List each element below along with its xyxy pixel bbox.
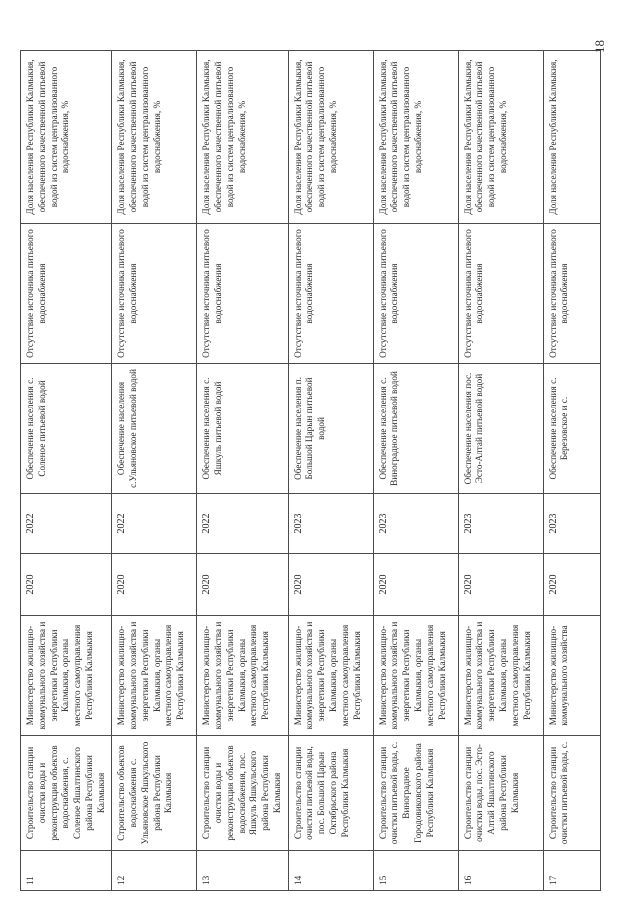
table-row: [458, 51, 543, 891]
target-indicator: Доля населения Республики Калмыкия, обеспеченного качественной питьевой водой из систем централизованного водоснабжения, %: [21, 51, 112, 224]
responsible-executor: Министерство жилищно-коммунального хозяйства и энергетики Республики Калмыкия, органы местного самоуправления Республики Калмыкия: [288, 616, 373, 736]
row-number: 15: [373, 851, 458, 891]
expected-result: Обеспечение населения с. Яшкуль питьевой водой: [197, 364, 288, 494]
risk-consequence: Отсутствие источника питьевого водоснабжения: [543, 224, 600, 364]
measure-name: Строительство станции очистки воды, пос. Эсто-Алтай Яшалтинского района Республики Калмыкия: [458, 736, 543, 851]
end-year: 2023: [458, 494, 543, 554]
end-year: 2023: [288, 494, 373, 554]
target-indicator: Доля населения Республики Калмыкия, обеспеченного качественной питьевой водой из систем централизованного водоснабжения, %: [197, 51, 288, 224]
measure-name: Строительство объектов водоснабжения с. Ульяновское Яшкульского района Республики Калмыкия: [112, 736, 197, 851]
end-year: 2023: [373, 494, 458, 554]
risk-consequence: Отсутствие источника питьевого водоснабжения: [21, 224, 112, 364]
risk-consequence: Отсутствие источника питьевого водоснабжения: [197, 224, 288, 364]
table-row: [543, 51, 600, 891]
start-year: 2020: [288, 554, 373, 616]
target-indicator: Доля населения Республики Калмыкия, обеспеченного качественной питьевой водой из систем централизованного водоснабжения, %: [458, 51, 543, 224]
start-year: 2020: [458, 554, 543, 616]
risk-consequence: Отсутствие источника питьевого водоснабжения: [288, 224, 373, 364]
end-year: 2022: [21, 494, 112, 554]
table-row: [112, 51, 197, 891]
measure-name: Строительство станции очистки питьевой воды, с. Виноградное Городовиковского района Республики Калмыкия: [373, 736, 458, 851]
row-number: 12: [112, 851, 197, 891]
row-number: 13: [197, 851, 288, 891]
expected-result: Обеспечение населения пос. Эсто-Алтай питьевой водой: [458, 364, 543, 494]
end-year: 2022: [197, 494, 288, 554]
responsible-executor: Министерство жилищно-коммунального хозяйства и энергетики Республики Калмыкия, органы местного самоуправления Республики Калмыкия: [21, 616, 112, 736]
row-number: 16: [458, 851, 543, 891]
target-indicator: Доля населения Республики Калмыкия, обеспеченного качественной питьевой водой из систем централизованного водоснабжения, %: [112, 51, 197, 224]
program-measures-table: [20, 50, 601, 891]
page-number: 18: [592, 40, 607, 53]
end-year: 2023: [543, 494, 600, 554]
risk-consequence: Отсутствие источника питьевого водоснабжения: [373, 224, 458, 364]
risk-consequence: Отсутствие источника питьевого водоснабжения: [112, 224, 197, 364]
measure-name: Строительство станции очистки воды и реконструкция объектов водоснабжения, пос. Яшкуль Яшкульского района Республики Калмыкия: [197, 736, 288, 851]
table-row: [288, 51, 373, 891]
responsible-executor: Министерство жилищно-коммунального хозяйства и энергетики Республики Калмыкия, органы местного самоуправления Республики Калмыкия: [197, 616, 288, 736]
responsible-executor: Министерство жилищно-коммунального хозяйства и энергетики Республики Калмыкия, органы местного самоуправления Республики Калмыкия: [112, 616, 197, 736]
table-row: [197, 51, 288, 891]
expected-result: Обеспечение населения с. Березовское и с.: [543, 364, 600, 494]
start-year: 2020: [112, 554, 197, 616]
expected-result: Обеспечение населения с. Виноградное питьевой водой: [373, 364, 458, 494]
expected-result: Обеспечение населения с. Соленое питьевой водой: [21, 364, 112, 494]
target-indicator: Доля населения Республики Калмыкия,: [543, 51, 600, 224]
risk-consequence: Отсутствие источника питьевого водоснабжения: [458, 224, 543, 364]
responsible-executor: Министерство жилищно-коммунального хозяйства и энергетики Республики Калмыкия, органы местного самоуправления Республики Калмыкия: [373, 616, 458, 736]
start-year: 2020: [373, 554, 458, 616]
start-year: 2020: [197, 554, 288, 616]
table-row: [21, 51, 112, 891]
row-number: 11: [21, 851, 112, 891]
target-indicator: Доля населения Республики Калмыкия, обеспеченного качественной питьевой водой из систем централизованного водоснабжения, %: [373, 51, 458, 224]
start-year: 2020: [543, 554, 600, 616]
start-year: 2020: [21, 554, 112, 616]
measure-name: Строительство станции очистки воды и реконструкция объектов водоснабжения, с. Соленое Яшалтинского района Республики Калмыкия: [21, 736, 112, 851]
measure-name: Строительство станции очистки питьевой воды, пос. Большой Царын Октябрьского района Республики Калмыкия: [288, 736, 373, 851]
responsible-executor: Министерство жилищно-коммунального хозяйства: [543, 616, 600, 736]
row-number: 14: [288, 851, 373, 891]
target-indicator: Доля населения Республики Калмыкия, обеспеченного качественной питьевой водой из систем централизованного водоснабжения, %: [288, 51, 373, 224]
table-row: [373, 51, 458, 891]
expected-result: Обеспечение населения с.Ульяновское питьевой водой: [112, 364, 197, 494]
measure-name: Строительство станции очистки питьевой воды, с.: [543, 736, 600, 851]
end-year: 2022: [112, 494, 197, 554]
expected-result: Обеспечение населения п. Большой Царын питьевой водой: [288, 364, 373, 494]
responsible-executor: Министерство жилищно-коммунального хозяйства и энергетики Республики Калмыкия, органы местного самоуправления Республики Калмыкия: [458, 616, 543, 736]
row-number: 17: [543, 851, 600, 891]
